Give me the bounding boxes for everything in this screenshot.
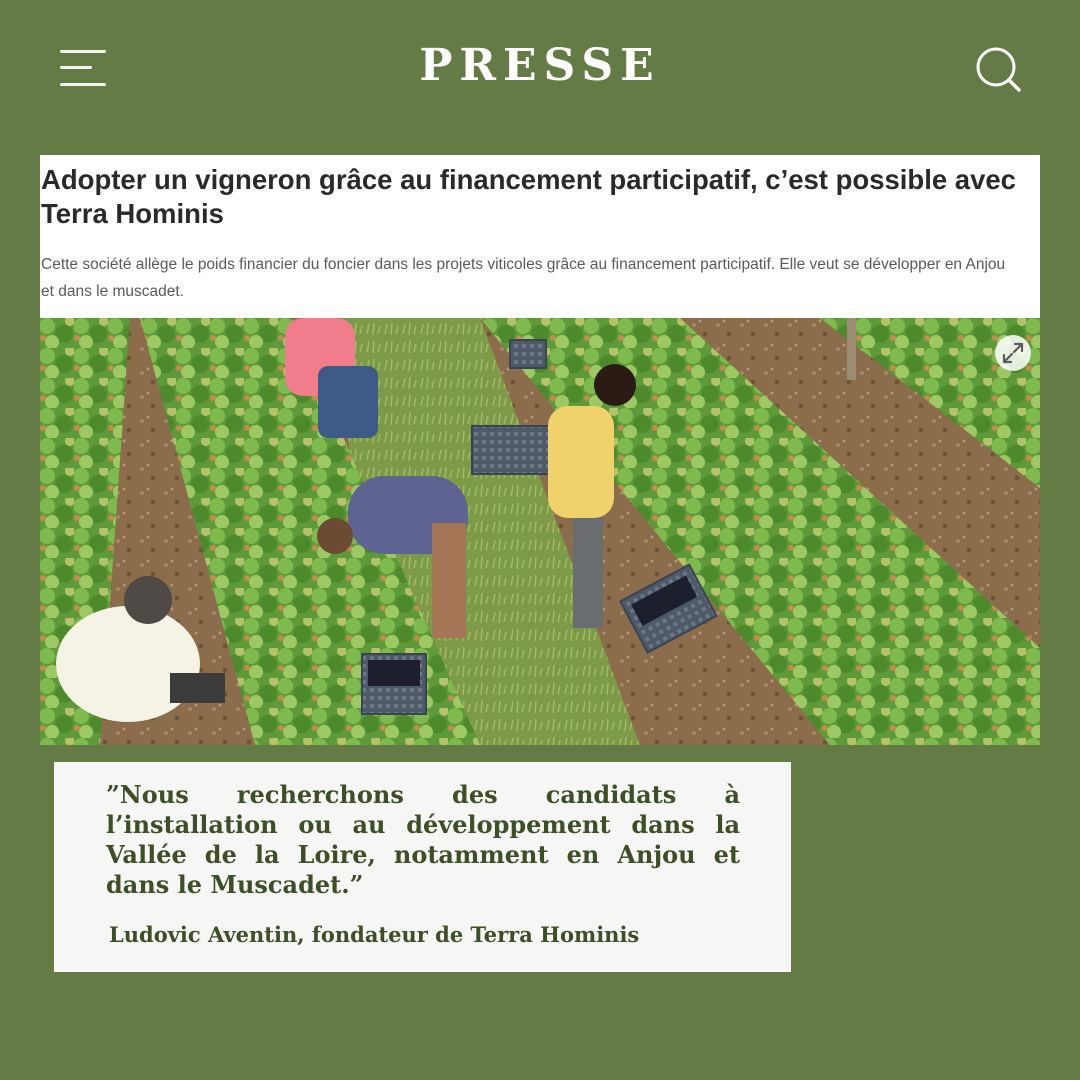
page-title: PRESSE (419, 40, 661, 91)
search-icon (972, 44, 1024, 96)
expand-button[interactable] (995, 335, 1031, 371)
quote-card (54, 762, 791, 972)
article-standfirst: Cette société allège le poids financier du foncier dans les projets viticoles grâce au financement participatif. Elle veut se développer en Anjou et dans le muscadet. (41, 256, 1006, 300)
article-card (40, 155, 1040, 745)
quote-author: Ludovic Aventin, fondateur de Terra Hominis (109, 922, 640, 947)
quote-text: ”Nous recherchons des candidats à l’installation ou au développement dans la Vallée de la Loire, notamment en Anjou et dans le Muscadet.” (106, 780, 740, 899)
expand-icon (995, 335, 1031, 371)
article-photo (40, 318, 1040, 745)
vineyard-harvest-illustration (40, 318, 1040, 745)
search-button[interactable] (972, 44, 1024, 96)
article-headline: Adopter un vigneron grâce au financement participatif, c’est possible avec Terra Hominis (41, 164, 1016, 229)
